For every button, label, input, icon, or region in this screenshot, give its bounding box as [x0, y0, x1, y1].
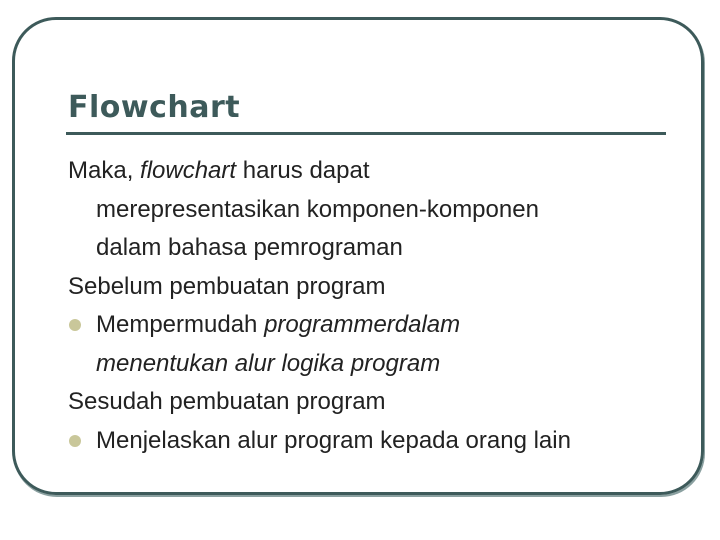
heading-before-programming: Sebelum pembuatan program [68, 272, 386, 300]
bullet-item-2 [68, 422, 688, 461]
italic-term-flowchart: flowchart [140, 157, 237, 184]
title-underline [66, 132, 666, 135]
paragraph-flowchart-line-2: merepresentasikan komponen-komponen [96, 195, 539, 223]
paragraph-flowchart-line-3: dalam bahasa pemrograman [96, 234, 403, 261]
text-segment: Maka, [68, 157, 141, 184]
heading-after-programming: Sesudah pembuatan program [68, 388, 386, 415]
italic-text-segment: menentukan alur logika program [96, 349, 441, 377]
slide-title: Flowchart [68, 90, 241, 125]
text-segment: harus dapat [236, 157, 370, 184]
italic-term-programmer: programmer [264, 311, 395, 338]
bullet-dot-icon [69, 319, 81, 331]
bullet-item-1 [68, 306, 688, 345]
bullet-item-2-text: Menjelaskan alur program kepada orang lain [96, 426, 571, 454]
italic-text-segment: dalam [394, 311, 461, 338]
slide-body [68, 152, 688, 460]
bullet-item-1-line-2 [68, 345, 688, 384]
text-segment: Mempermudah [96, 311, 265, 338]
bullet-dot-icon [69, 435, 81, 447]
paragraph-flowchart-line-1 [68, 152, 688, 191]
